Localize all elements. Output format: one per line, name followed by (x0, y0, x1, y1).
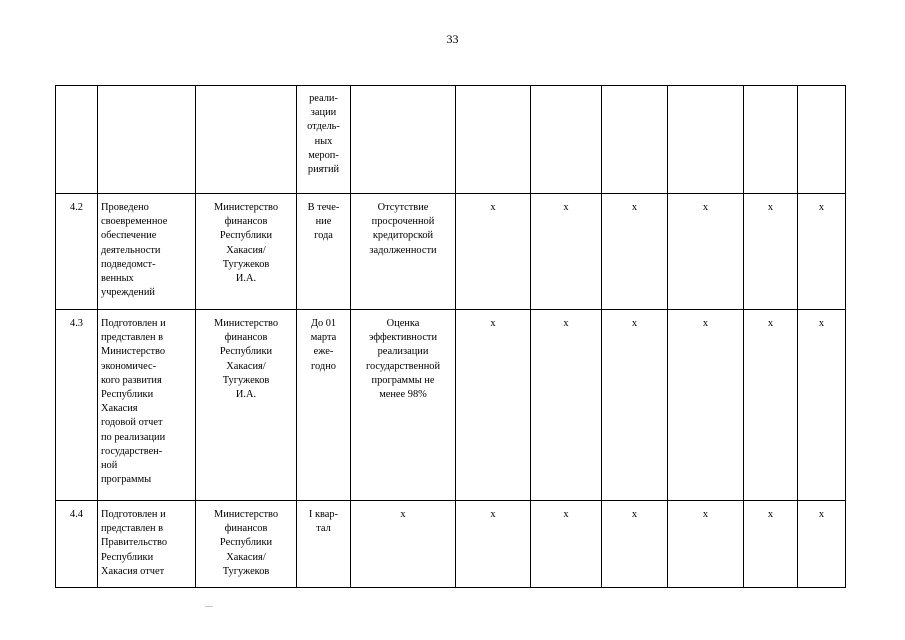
mark-cell (602, 501, 668, 588)
cell-text-line: Тугужеков (222, 258, 270, 270)
cell-text-line: Министерство (101, 346, 166, 358)
cell-text-line: года (314, 230, 333, 242)
cell-text-line: кого развития (101, 374, 162, 386)
mark-cell (798, 86, 846, 194)
mark-cell (602, 310, 668, 501)
cell-text-line: представлен в (101, 523, 164, 535)
mark-cell (668, 194, 744, 310)
cell-text-line: просроченной (371, 216, 435, 228)
mark-value: x (818, 202, 825, 213)
mark-value: x (563, 509, 569, 520)
mark-cell (744, 194, 798, 310)
mark-cell (456, 310, 531, 501)
plan-table (55, 85, 846, 588)
cell-text-line: годовой отчет (101, 417, 163, 429)
cell-text-line: годно (311, 360, 336, 372)
table-row (56, 86, 846, 194)
cell-text-line: Хакасия (101, 403, 138, 415)
table-row (56, 501, 846, 588)
cell-text-line: Республики (219, 230, 273, 242)
cell-text-line: Правительство (101, 537, 168, 549)
mark-value: x (767, 509, 774, 520)
event-cell (98, 310, 196, 501)
cell-text-line: отдель- (307, 121, 340, 133)
cell-text-line: Тугужеков (222, 374, 270, 386)
cell-text-line: До 01 (310, 318, 337, 329)
mark-value: x (767, 318, 774, 329)
row-number: 4.3 (70, 318, 83, 329)
cell-text-line: программы (101, 474, 152, 486)
mark-cell (744, 310, 798, 501)
cell-text-line: реали- (309, 93, 338, 104)
cell-text-line: Хакасия/ (226, 360, 266, 372)
cell-text-line: Подготовлен и (101, 509, 166, 520)
executor-cell (196, 86, 297, 194)
cell-text-line: марта (310, 332, 337, 344)
table-row (56, 310, 846, 501)
mark-value: x (563, 202, 569, 213)
term-cell (297, 310, 351, 501)
cell-text-line: финансов (224, 332, 268, 344)
cell-text-line: В тече- (307, 202, 340, 213)
mark-value: x (490, 509, 496, 520)
result-cell (351, 501, 456, 588)
mark-value: x (767, 202, 774, 213)
executor-cell (196, 501, 297, 588)
term-cell (297, 86, 351, 194)
cell-text-line: Республики (219, 537, 273, 549)
cell-text-line: финансов (224, 216, 268, 228)
mark-value: x (818, 509, 825, 520)
scan-speck (205, 606, 213, 607)
mark-cell (744, 86, 798, 194)
mark-value: x (563, 318, 569, 329)
cell-text-line: венных (101, 273, 134, 285)
cell-text-line: государственной (365, 360, 441, 372)
row-number-cell (56, 501, 98, 588)
cell-text-line: Хакасия/ (226, 551, 266, 563)
cell-text-line: Министерство (213, 318, 279, 329)
cell-text-line: по реализации (101, 431, 166, 443)
cell-text-line: ных (314, 135, 333, 147)
mark-cell (531, 501, 602, 588)
cell-text-line: зации (310, 107, 337, 119)
cell-text-line: реализации (377, 346, 429, 358)
cell-text-line: Хакасия/ (226, 244, 266, 256)
executor-cell (196, 194, 297, 310)
mark-value: x (702, 202, 709, 213)
mark-cell (531, 310, 602, 501)
mark-cell (456, 501, 531, 588)
mark-value: x (702, 318, 709, 329)
cell-text-line: менее 98% (379, 389, 427, 401)
cell-text-line: еже- (313, 346, 334, 358)
cell-text-line: Тугужеков (222, 565, 270, 577)
cell-text-line: своевременное (101, 216, 168, 228)
cell-text-line: И.А. (235, 273, 257, 285)
mark-cell (602, 194, 668, 310)
cell-text-line: обеспечение (101, 230, 157, 242)
cell-text-line: финансов (224, 523, 268, 535)
cell-text-line: ной (101, 460, 118, 472)
event-cell (98, 194, 196, 310)
cell-text-line: эффективности (368, 332, 438, 344)
cell-text-line: задолженности (369, 244, 437, 256)
cell-text-line: кредиторской (372, 230, 434, 242)
row-number: 4.2 (70, 202, 83, 213)
cell-text-line: тал (316, 523, 331, 535)
mark-value: x (818, 318, 825, 329)
mark-value: x (631, 202, 638, 213)
row-number-cell (56, 310, 98, 501)
cell-text-line: x (400, 509, 406, 520)
cell-text-line: Отсутствие (377, 202, 429, 213)
row-number: 4.4 (70, 509, 83, 520)
cell-text-line: Подготовлен и (101, 318, 166, 329)
cell-text-line: Республики (219, 346, 273, 358)
mark-cell (668, 501, 744, 588)
cell-text-line: Оценка (386, 318, 420, 329)
term-cell (297, 194, 351, 310)
cell-text-line: Хакасия отчет (101, 565, 165, 577)
event-cell (98, 86, 196, 194)
mark-value: x (490, 202, 496, 213)
mark-cell (602, 86, 668, 194)
cell-text-line: мероп- (308, 149, 339, 161)
cell-text-line: Министерство (213, 509, 279, 520)
row-number-cell (56, 194, 98, 310)
event-cell (98, 501, 196, 588)
mark-cell (456, 194, 531, 310)
mark-cell (531, 86, 602, 194)
result-cell (351, 310, 456, 501)
mark-cell (798, 310, 846, 501)
cell-text-line: подведомст- (101, 258, 156, 270)
mark-value: x (631, 509, 638, 520)
cell-text-line: представлен в (101, 332, 164, 344)
cell-text-line: учреждений (101, 287, 155, 299)
cell-text-line: I квар- (308, 509, 339, 520)
mark-cell (798, 194, 846, 310)
cell-text-line: ние (315, 216, 332, 228)
cell-text-line: Проведено (101, 202, 149, 213)
cell-text-line: Республики (101, 551, 154, 563)
mark-cell (798, 501, 846, 588)
mark-cell (456, 86, 531, 194)
result-cell (351, 194, 456, 310)
mark-cell (668, 310, 744, 501)
cell-text-line: программы не (371, 374, 435, 386)
mark-cell (744, 501, 798, 588)
mark-cell (531, 194, 602, 310)
page-number: 33 (446, 32, 459, 46)
result-cell (351, 86, 456, 194)
cell-text-line: экономичес- (101, 360, 157, 372)
cell-text-line: Республики (101, 389, 154, 401)
executor-cell (196, 310, 297, 501)
mark-cell (668, 86, 744, 194)
table-row (56, 194, 846, 310)
mark-value: x (702, 509, 709, 520)
mark-value: x (631, 318, 638, 329)
mark-value: x (490, 318, 496, 329)
cell-text-line: государствен- (101, 445, 163, 457)
cell-text-line: деятельности (101, 244, 161, 256)
cell-text-line: риятий (307, 164, 340, 176)
cell-text-line: И.А. (235, 389, 257, 401)
row-number-cell (56, 86, 98, 194)
cell-text-line: Министерство (213, 202, 279, 213)
term-cell (297, 501, 351, 588)
